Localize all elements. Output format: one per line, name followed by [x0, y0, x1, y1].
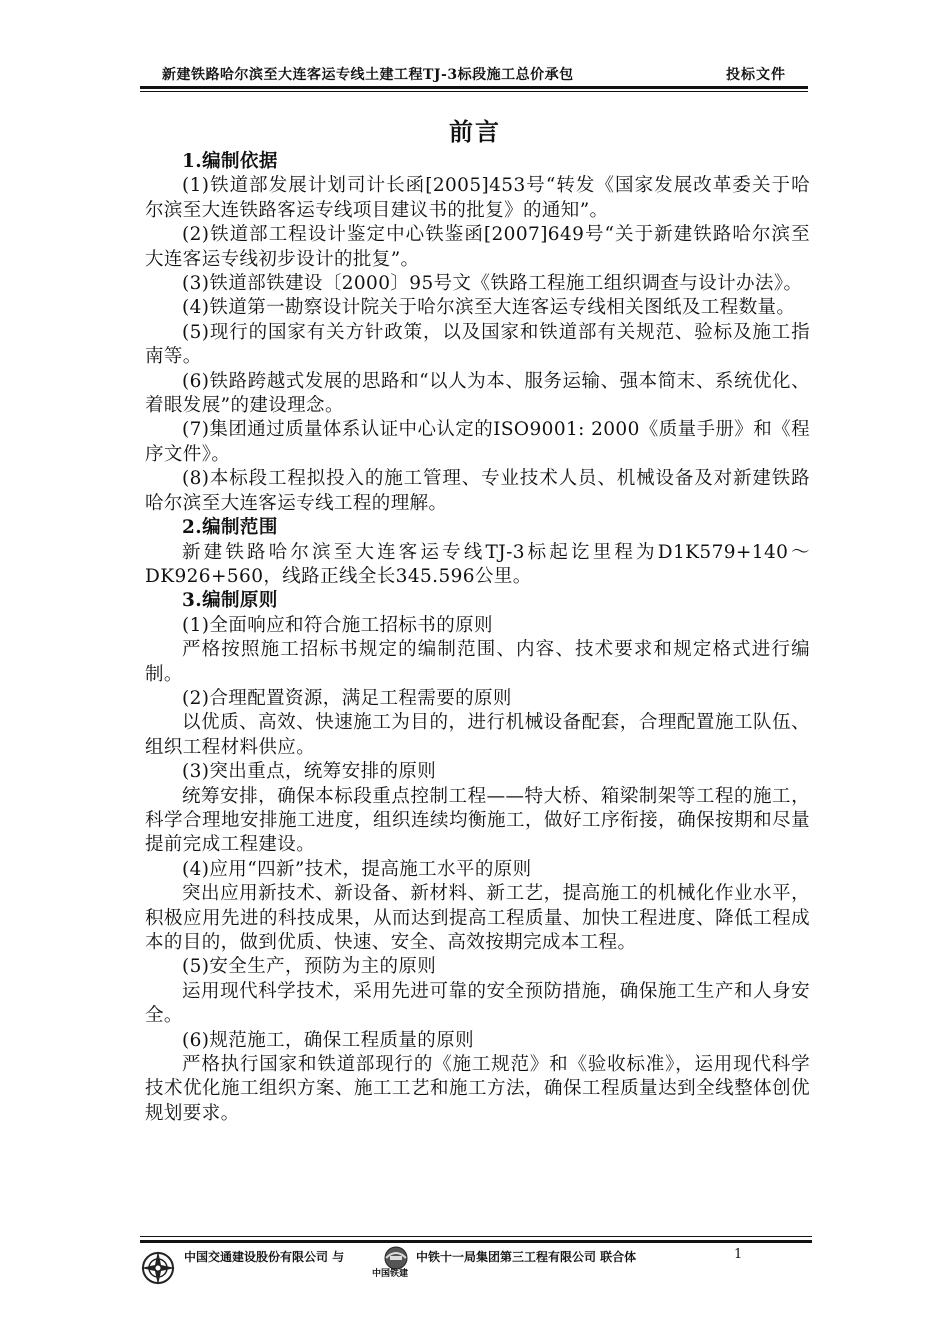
paragraph: (4)铁道第一勘察设计院关于哈尔滨至大连客运专线相关图纸及工程数量。: [182, 297, 796, 319]
paragraph: 统筹安排，确保本标段重点控制工程——特大桥、箱梁制架等工程的施工，科学合理地安排施工进度，组织连续均衡施工，做好工序衔接，确保按期和尽量提前完成工程建设。: [145, 785, 810, 856]
page-header: [140, 62, 808, 90]
footer-rule: [140, 1240, 812, 1243]
paragraph: (3)铁道部铁建设〔2000〕95号文《铁路工程施工组织调查与设计办法》。: [182, 273, 803, 295]
paragraph: (2)合理配置资源，满足工程需要的原则: [182, 687, 512, 709]
paragraph: (1)铁道部发展计划司计长函[2005]453号“转发《国家发展改革委关于哈尔滨至大连铁路客运专线项目建议书的批复》的通知”。: [145, 175, 810, 221]
paragraph: 新建铁路哈尔滨至大连客运专线TJ-3标起讫里程为D1K579+140～DK926+560，线路正线全长345.596公里。: [145, 541, 810, 587]
page-title: 前言: [449, 117, 501, 146]
footer-rule-thin: [140, 1236, 812, 1237]
paragraph: (1)全面响应和符合施工招标书的原则: [182, 614, 493, 636]
paragraph: (2)铁道部工程设计鉴定中心铁鉴函[2007]649号“关于新建铁路哈尔滨至大连客运专线初步设计的批复”。: [145, 224, 810, 270]
paragraph: (5)现行的国家有关方针政策，以及国家和铁道部有关规范、验标及施工指南等。: [145, 321, 810, 368]
paragraph: 严格执行国家和铁道部现行的《施工规范》和《验收标准》，运用现代科学技术优化施工组织方案、施工工艺和施工方法，确保工程质量达到全线整体创优规划要求。: [145, 1054, 810, 1124]
paragraph: 严格按照施工招标书规定的编制范围、内容、技术要求和规定格式进行编制。: [145, 639, 810, 685]
paragraph: (4)应用“四新”技术，提高施工水平的原则: [182, 858, 532, 880]
paragraph: (3)突出重点，统筹安排的原则: [182, 761, 437, 783]
paragraph: (6)铁路跨越式发展的思路和“以人为本、服务运输、强本简末、系统优化、着眼发展”的建设理念。: [145, 370, 810, 417]
document-body: [145, 150, 810, 1126]
compass-logo-icon: [140, 1250, 176, 1286]
paragraph: (6)规范施工，确保工程质量的原则: [182, 1029, 475, 1051]
page-number: 1: [734, 1247, 743, 1262]
section-heading: 2.编制范围: [182, 517, 278, 539]
paragraph: 运用现代科学技术，采用先进可靠的安全预防措施，确保施工生产和人身安全。: [145, 980, 810, 1027]
page-footer: [140, 1236, 812, 1306]
section-heading: 1.编制依据: [182, 151, 278, 172]
footer-logo-caption: 中国铁建: [372, 1269, 409, 1279]
footer-company-a: 中国交通建设股份有限公司 与: [184, 1250, 345, 1264]
paragraph: 突出应用新技术、新设备、新材料、新工艺，提高施工的机械化作业水平，积极应用先进的科技成果，从而达到提高工程质量、加快工程进度、降低工程成本的目的，做到优质、快速、安全、高效按期完成本工程。: [145, 883, 810, 953]
paragraph: (5)安全生产，预防为主的原则: [182, 956, 437, 978]
paragraph: (8)本标段工程拟投入的施工管理、专业技术人员、机械设备及对新建铁路哈尔滨至大连客运专线工程的理解。: [145, 468, 810, 514]
header-title: 新建铁路哈尔滨至大连客运专线土建工程TJ-3标段施工总价承包: [162, 67, 574, 83]
footer-company-b: 中铁十一局集团第三工程有限公司 联合体: [416, 1250, 637, 1264]
paragraph: 以优质、高效、快速施工为目的，进行机械设备配套，合理配置施工队伍、组织工程材料供应。: [145, 712, 810, 758]
header-rule-thin: [140, 91, 808, 92]
header-rule: [140, 86, 808, 89]
header-doc-type: 投标文件: [726, 67, 786, 83]
paragraph: (7)集团通过质量体系认证中心认定的ISO9001: 2000《质量手册》和《程序文件》。: [145, 419, 810, 465]
section-heading: 3.编制原则: [182, 590, 278, 612]
